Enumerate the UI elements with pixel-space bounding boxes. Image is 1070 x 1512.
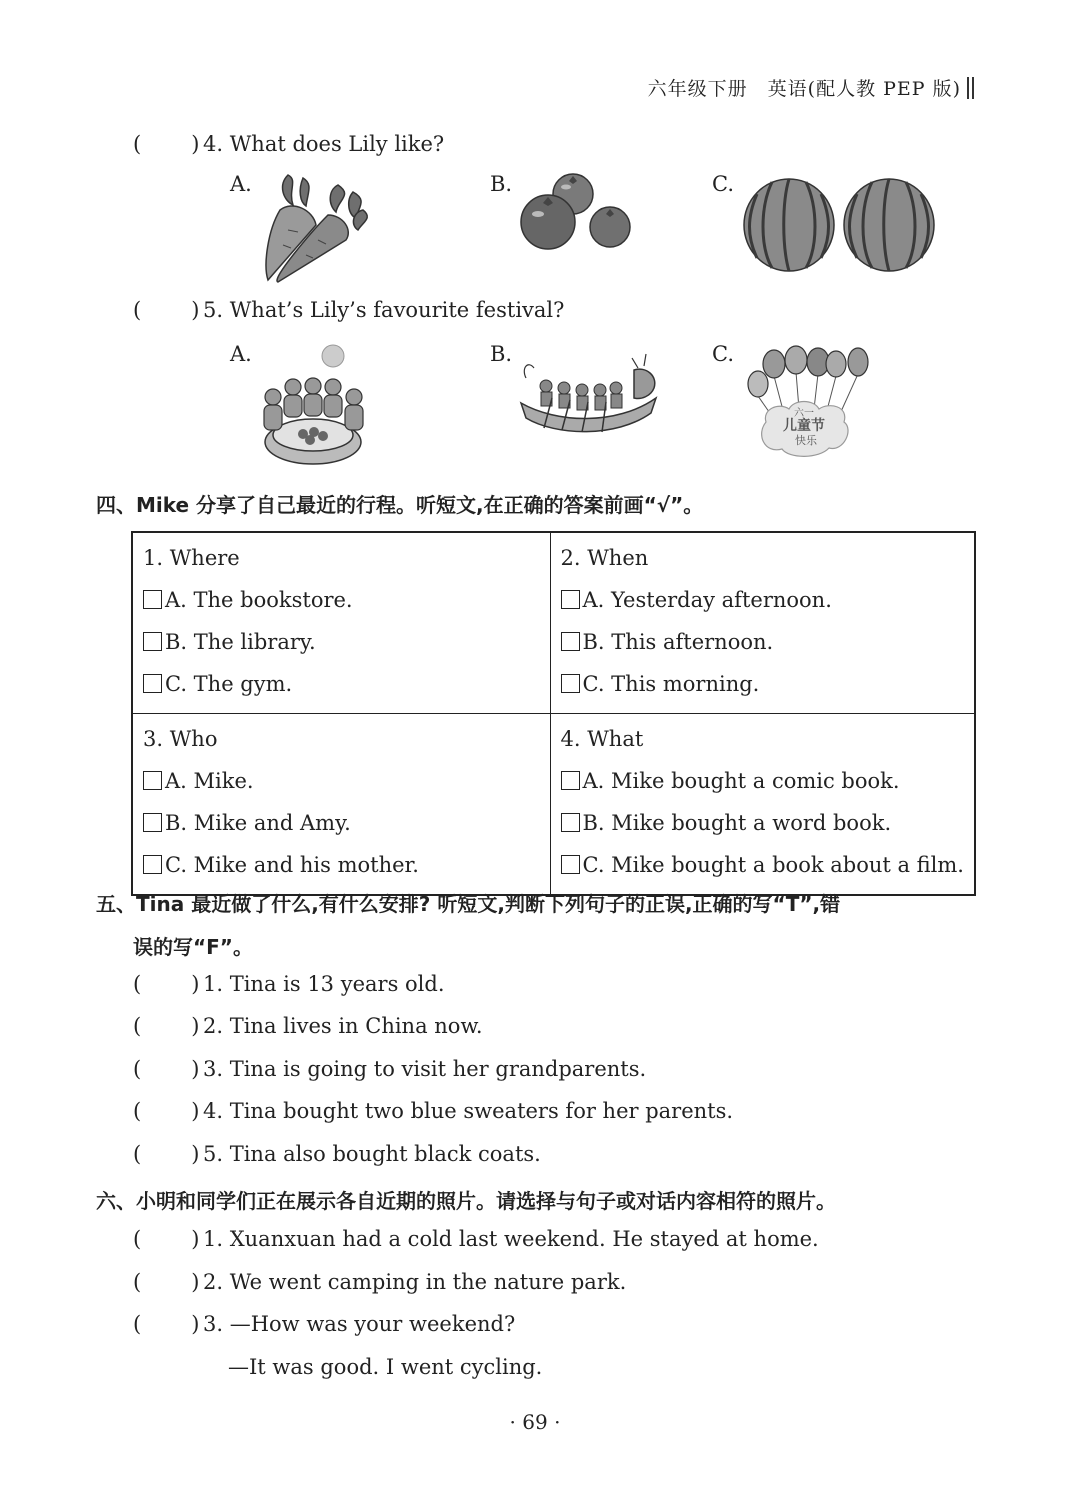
checkbox[interactable] <box>143 674 162 693</box>
table-cell <box>550 714 975 896</box>
balloon-text-2: 儿童节 <box>783 418 825 434</box>
choice-row[interactable]: B. Mike and Amy. <box>143 804 540 846</box>
checkbox[interactable] <box>561 632 580 651</box>
tf-item: ( ) 4. Tina bought two blue sweaters for her parents. <box>133 1099 734 1123</box>
answer-blank[interactable]: ( ) <box>133 1312 200 1336</box>
tomatoes-picture <box>518 172 633 252</box>
checkbox[interactable] <box>143 813 162 832</box>
carrots-picture <box>258 170 376 285</box>
photo-item: ( ) 1. Xuanxuan had a cold last weekend. He stayed at home. <box>133 1227 819 1251</box>
choice-row[interactable]: A. Mike bought a comic book. <box>561 762 965 804</box>
choice-row[interactable]: A. Mike. <box>143 762 540 804</box>
tf-item: ( ) 2. Tina lives in China now. <box>133 1014 483 1038</box>
choice-row[interactable]: A. Yesterday afternoon. <box>561 581 965 623</box>
question-text: 4. What does Lily like? <box>203 132 445 156</box>
dialogue-reply: —It was good. I went cycling. <box>228 1355 543 1379</box>
table-cell <box>550 532 975 714</box>
cell-heading: 3. Who <box>143 727 218 751</box>
checkbox[interactable] <box>143 632 162 651</box>
q4-option-a[interactable]: A. <box>230 172 252 196</box>
answer-blank[interactable]: ( ) <box>133 1227 200 1251</box>
choice-row[interactable]: B. Mike bought a word book. <box>561 804 965 846</box>
balloon-text-3: 快乐 <box>795 434 817 447</box>
checkbox[interactable] <box>561 771 580 790</box>
choice-row[interactable]: B. This afternoon. <box>561 623 965 665</box>
dragon-boat-picture <box>516 348 661 438</box>
answer-blank[interactable]: ( ) <box>133 132 200 156</box>
q5-option-a[interactable]: A. <box>230 342 252 366</box>
answer-blank[interactable]: ( ) <box>133 972 200 996</box>
balloon-text-1: 六一 <box>794 408 814 419</box>
photo-item: ( ) 2. We went camping in the nature park. <box>133 1270 627 1294</box>
section-4-title: 四、Mike 分享了自己最近的行程。听短文,在正确的答案前画“√”。 <box>96 493 704 517</box>
photo-item: ( ) 3. —How was your weekend? <box>133 1312 516 1336</box>
question-text: 5. What’s Lily’s favourite festival? <box>203 298 565 322</box>
cell-heading: 4. What <box>560 727 644 751</box>
answer-blank[interactable]: ( ) <box>133 1270 200 1294</box>
childrens-day-balloons-picture <box>744 344 874 464</box>
q4-option-b[interactable]: B. <box>490 172 513 196</box>
choice-row[interactable]: C. Mike bought a book about a film. <box>561 846 965 888</box>
answer-blank[interactable]: ( ) <box>133 1057 200 1081</box>
choice-row[interactable]: B. The library. <box>143 623 540 665</box>
q5-option-c[interactable]: C. <box>712 342 734 366</box>
page-header <box>648 74 974 101</box>
question-5 <box>133 298 564 322</box>
checkbox[interactable] <box>143 590 162 609</box>
answer-blank[interactable]: ( ) <box>133 1099 200 1123</box>
tf-item: ( ) 5. Tina also bought black coats. <box>133 1142 541 1166</box>
cell-heading: 2. When <box>560 546 649 570</box>
header-text: 六年级下册 英语(配人教 PEP 版) <box>647 78 961 100</box>
choice-row[interactable]: A. The bookstore. <box>143 581 540 623</box>
checkbox[interactable] <box>561 813 580 832</box>
cell-heading: 1. Where <box>143 546 240 570</box>
checkbox[interactable] <box>561 674 580 693</box>
table-cell <box>132 532 550 714</box>
family-dinner-picture <box>258 342 368 468</box>
header-bar <box>967 77 974 99</box>
page-number: · 69 · <box>509 1410 561 1434</box>
section-5-title: 五、Tina 最近做了什么,有什么安排? 听短文,判断下列句子的正误,正确的写“T”,错 <box>96 892 841 916</box>
choice-row[interactable]: C. This morning. <box>561 665 965 707</box>
checkbox[interactable] <box>561 590 580 609</box>
answer-blank[interactable]: ( ) <box>133 298 200 322</box>
watermelons-picture <box>742 172 937 274</box>
section-4-table <box>131 531 976 896</box>
choice-row[interactable]: C. Mike and his mother. <box>143 846 540 888</box>
checkbox[interactable] <box>561 855 580 874</box>
tf-item: ( ) 1. Tina is 13 years old. <box>133 972 445 996</box>
q4-option-c[interactable]: C. <box>712 172 734 196</box>
question-4 <box>133 132 444 156</box>
tf-item: ( ) 3. Tina is going to visit her grandparents. <box>133 1057 647 1081</box>
answer-blank[interactable]: ( ) <box>133 1014 200 1038</box>
section-5-title-continued: 误的写“F”。 <box>133 935 253 959</box>
table-cell <box>132 714 550 896</box>
q5-option-b[interactable]: B. <box>490 342 513 366</box>
answer-blank[interactable]: ( ) <box>133 1142 200 1166</box>
checkbox[interactable] <box>143 855 162 874</box>
choice-row[interactable]: C. The gym. <box>143 665 540 707</box>
section-6-title: 六、小明和同学们正在展示各自近期的照片。请选择与句子或对话内容相符的照片。 <box>96 1189 836 1213</box>
checkbox[interactable] <box>143 771 162 790</box>
